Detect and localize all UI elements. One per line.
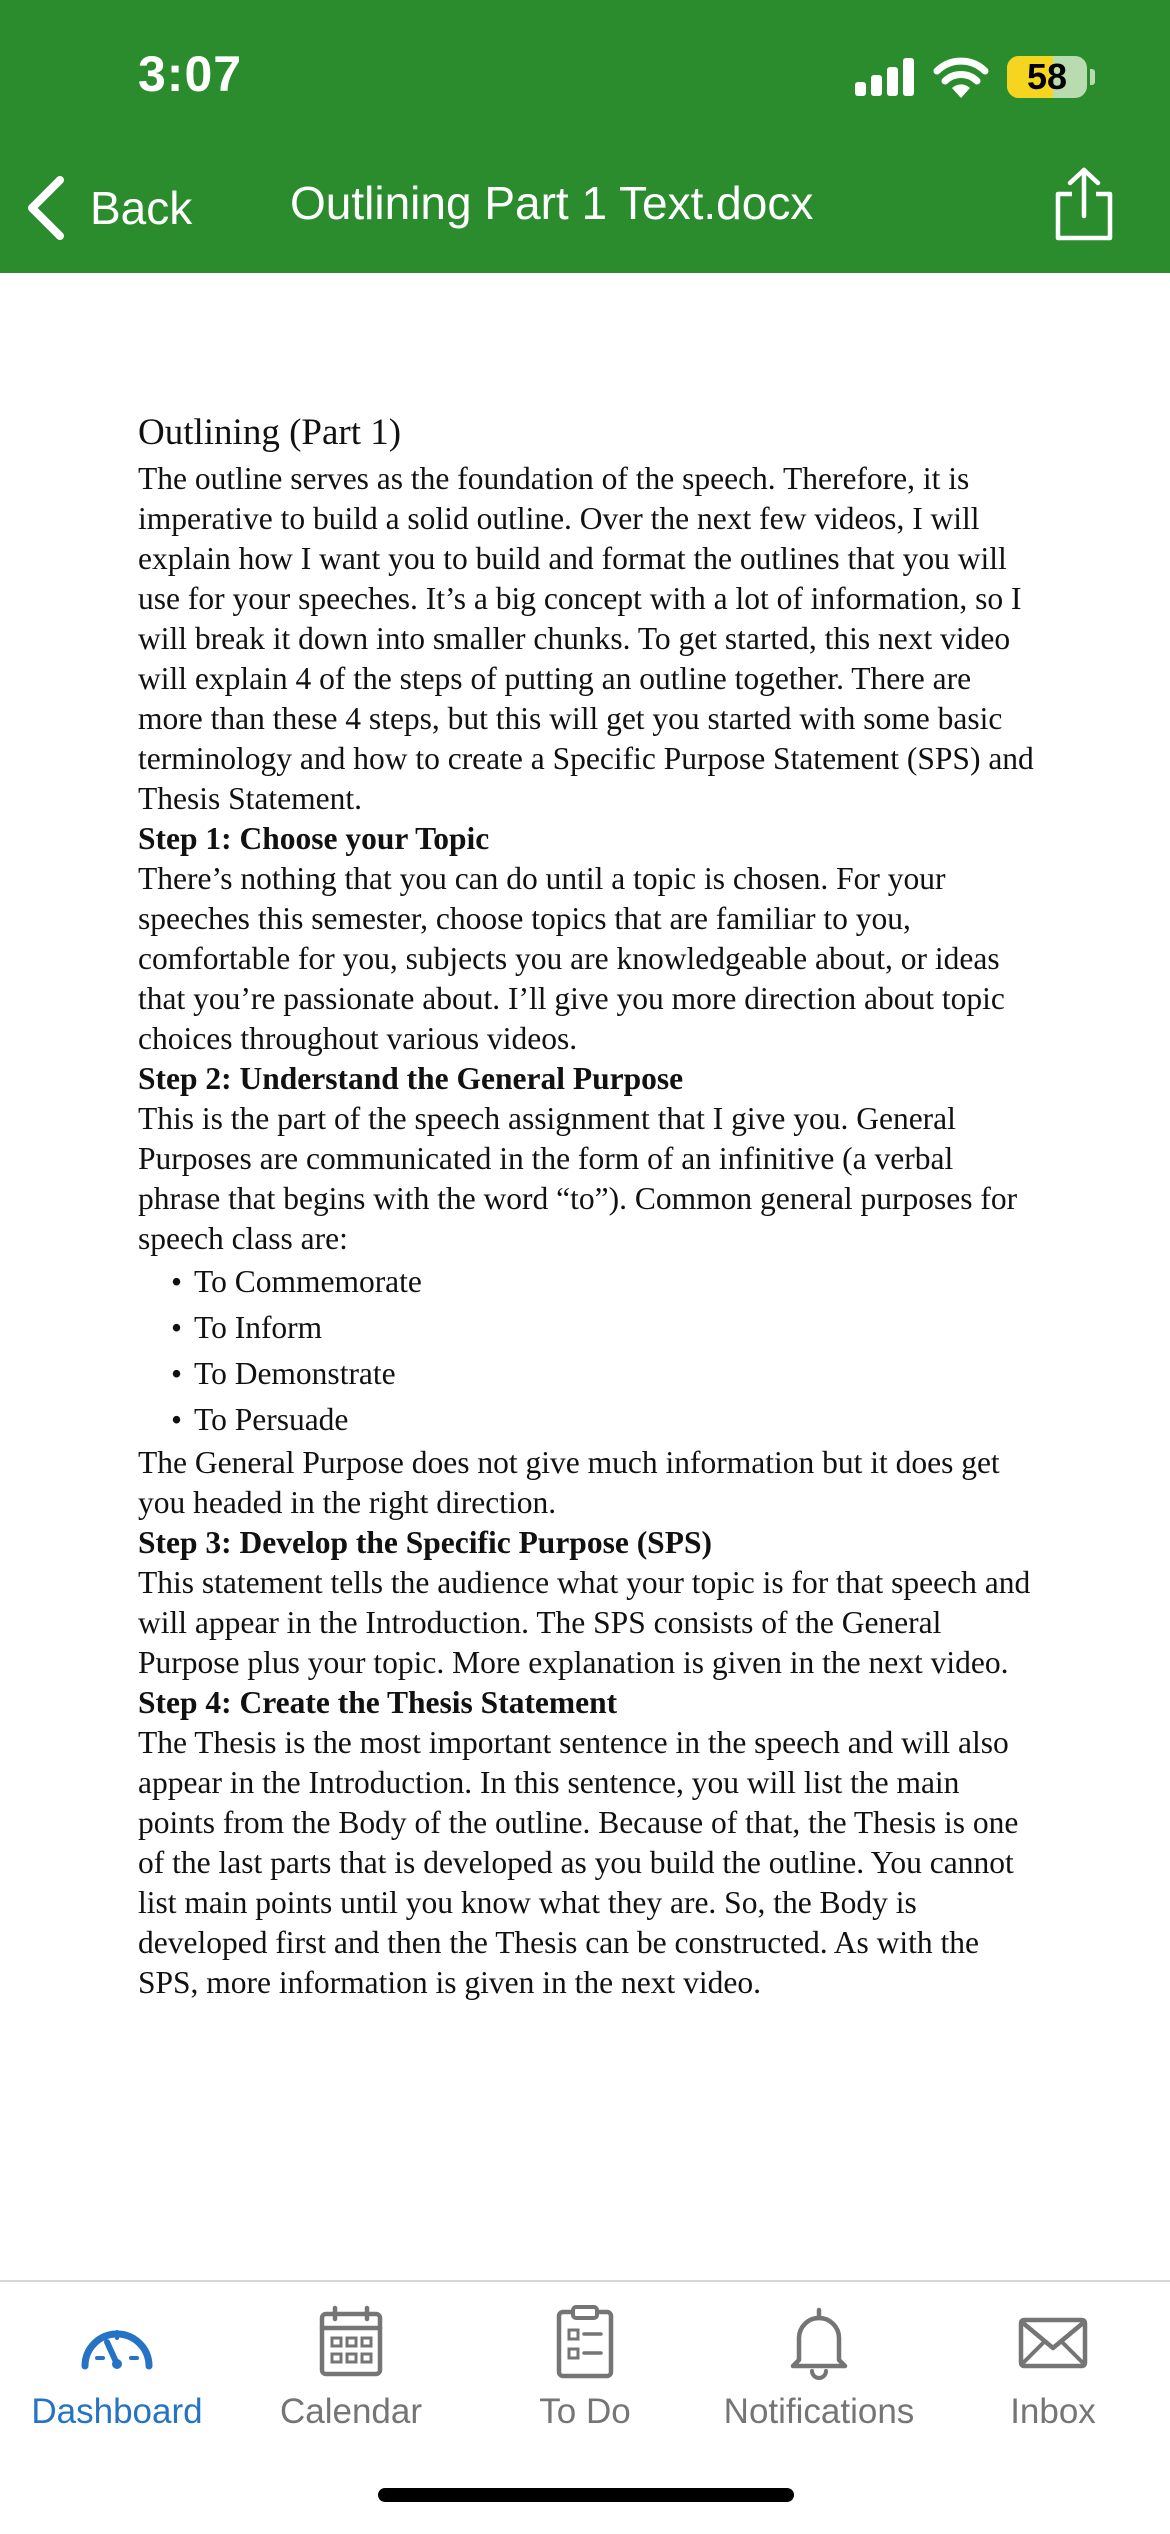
- step4-heading: Step 4: Create the Thesis Statement: [138, 1685, 618, 1720]
- share-icon[interactable]: [1052, 166, 1116, 242]
- battery-level: 58: [1026, 56, 1068, 97]
- dashboard-gauge-icon: [77, 2304, 157, 2380]
- tab-inbox[interactable]: [936, 2304, 1170, 2432]
- tab-inbox-label: Inbox: [1010, 2392, 1096, 2431]
- tab-dashboard-label: Dashboard: [31, 2392, 203, 2431]
- battery-icon: [1007, 56, 1087, 98]
- tab-calendar-label: Calendar: [279, 2392, 423, 2431]
- app-header: [0, 0, 1170, 273]
- step3-heading: Step 3: Develop the Specific Purpose (SPS): [138, 1525, 712, 1560]
- list-item: • To Inform: [171, 1305, 1038, 1351]
- wifi-icon: [933, 54, 989, 98]
- back-label: Back: [90, 182, 193, 234]
- tab-notifications-label: Notifications: [723, 2392, 915, 2431]
- tab-calendar[interactable]: [234, 2304, 468, 2432]
- step4-paragraph: The Thesis is the most important sentence in the speech and will also appear in the Introduction. In this sentence, you will list the main points from the Body of the outline. Because of that, the Thesis is one of the last parts that is developed as you build the outline. You cannot list main points until you know what they are. So, the Body is developed first and then the Thesis can be constructed. As with the SPS, more information is given in the next video.: [138, 1725, 1019, 2000]
- calendar-icon: [311, 2304, 391, 2380]
- tab-todo[interactable]: [468, 2304, 702, 2432]
- document-body: [138, 407, 1038, 2003]
- step2-after-paragraph: The General Purpose does not give much information but it does get you headed in the right direction.: [138, 1445, 1000, 1520]
- tab-dashboard[interactable]: [0, 2304, 234, 2432]
- envelope-icon: [1013, 2304, 1093, 2380]
- tab-notifications[interactable]: [702, 2304, 936, 2432]
- clipboard-checklist-icon: [545, 2304, 625, 2380]
- bell-icon: [779, 2304, 859, 2380]
- list-item: • To Persuade: [171, 1397, 1038, 1443]
- chevron-left-icon: [24, 176, 68, 240]
- intro-paragraph: The outline serves as the foundation of the speech. Therefore, it is imperative to build a solid outline. Over the next few videos, I will explain how I want you to build and format the outlines that you will use for your speeches. It’s a big concept with a lot of information, so I will break it down into smaller chunks. To get started, this next video will explain 4 of the steps of putting an outline together. There are more than these 4 steps, but this will get you started with some basic terminology and how to create a Specific Purpose Statement (SPS) and Thesis Statement.: [138, 461, 1034, 816]
- step2-heading: Step 2: Understand the General Purpose: [138, 1061, 684, 1096]
- list-item: • To Commemorate: [171, 1259, 1038, 1305]
- step1-heading: Step 1: Choose your Topic: [138, 821, 490, 856]
- step2-paragraph: This is the part of the speech assignment that I give you. General Purposes are communicated in the form of an infinitive (a verbal phrase that begins with the word “to”). Common general purposes for speech class are:: [138, 1101, 1018, 1256]
- list-item: • To Demonstrate: [171, 1351, 1038, 1397]
- battery-tip: [1090, 69, 1095, 85]
- back-button[interactable]: [24, 168, 192, 248]
- home-indicator: [378, 2488, 794, 2502]
- document-title: Outlining Part 1 Text.docx: [290, 177, 814, 229]
- general-purposes-list: [138, 1259, 1038, 1443]
- document-heading: Outlining (Part 1): [138, 412, 402, 453]
- step3-paragraph: This statement tells the audience what your topic is for that speech and will appear in the Introduction. The SPS consists of the General Purpose plus your topic. More explanation is given in the next video.: [138, 1565, 1031, 1680]
- cellular-signal-icon: [855, 58, 917, 96]
- tab-todo-label: To Do: [539, 2392, 631, 2431]
- step1-paragraph: There’s nothing that you can do until a topic is chosen. For your speeches this semester, choose topics that are familiar to you, comfortable for you, subjects you are knowledgeable about, or ideas that you’re passionate about. I’ll give you more direction about topic choices throughout various videos.: [138, 861, 1005, 1056]
- status-time: 3:07: [138, 46, 243, 102]
